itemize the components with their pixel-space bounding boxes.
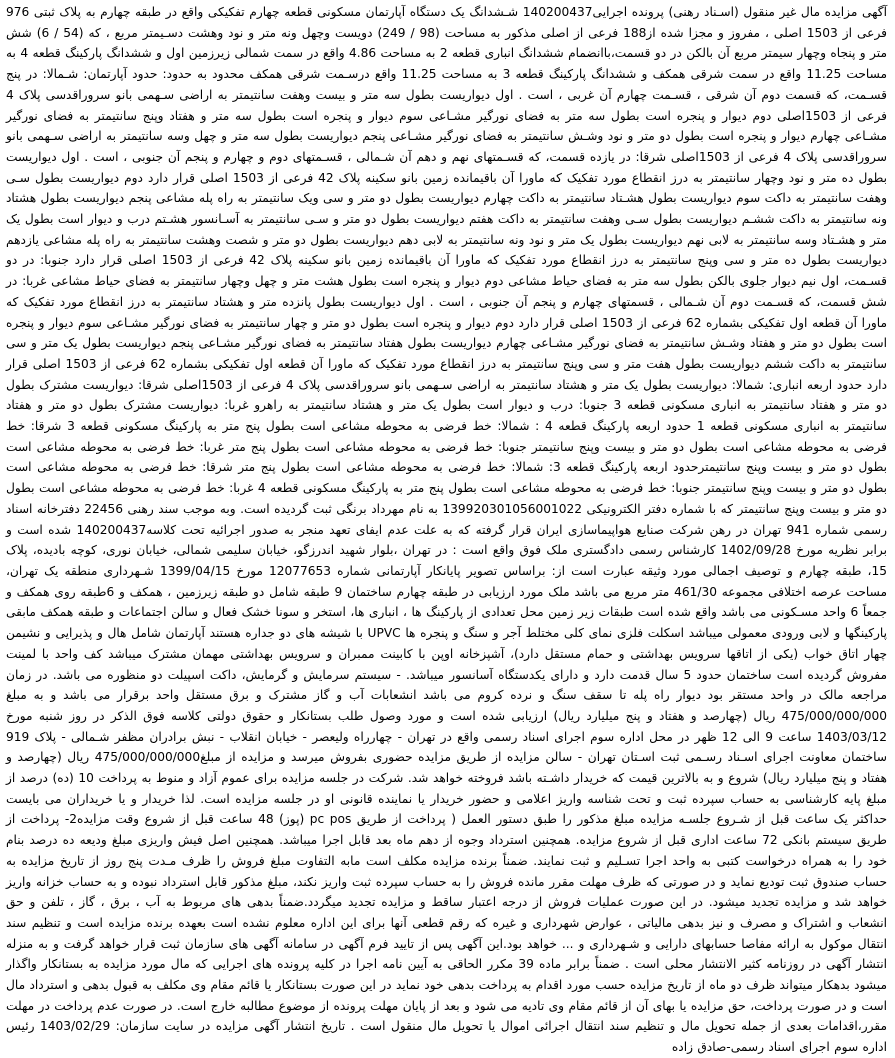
auction-notice-document (6, 2, 888, 1055)
auction-notice-body-text: آگهی مزایده مال غیر منقول (اسـناد رهنی) پرونده اجرایی140200437 شـشدانگ یک دستگاه آپارتمان مسکونی قطعه چهارم تفکیکی واقع در طبقه چهارم به پلاک ثبتی 976 فرعی از 1503 اصلی ، مفروز و مجزا شده از188 فرعی از اصلی مذکور به مساحت (98 / 249) دویست وچهل ونه متر و نود وهشت دسـیمتر مربع ، که (54 / 6) شش متر و پنجاه وچهار سیمتر مربع آن بالکن در دو قسمت،باانضمام ششدانگ انباری قطعه 2 به مساحت 4.86 واقع در سمت شمالی زیرزمین اول و ششدانگ پارکینگ قطعه 4 به مساحت 11.25 واقع در سمت شرقی همکف و ششدانگ پارکینگ قطعه 3 به مساحت 11.25 واقع درسـمت شرقی همکف محدود به حدود: حدود آپارتمان: شـمالا: در پنج قسـمت، که قسمت دوم آن شرقی ، قسـمت چهارم آن غربی ، است . اول دیواریست بطول سه متر و بیست وهفت سانتیمتر به اراضی سـهمی بانو سروراقدسی پلاک 4 فرعی از 1503اصلی دوم دیوار و پنجره است بطول سه متر به فضای نورگیر مشـاعی سوم دیوار و پنجره است بطول سه متر و هفتاد وپنج سانتیمتر به فضای نورگیر مشـاعی چهارم دیوار و پنجره است بطول دو متر و نود وشـش سانتیمتر به فضای نورگیر مشـاعی پنجم دیواریست بطول سه متر و چهل وسه سانتیمتر به اراضی سـهمی بانو سروراقدسی پلاک 4 فرعی از 1503اصلی شرقا: در یازده قسمت، که قسـمتهای نهم و دهم آن شـمالی ، قسـمتهای دوم و چهارم و پنجم آن جنوبی ، است . اول دیواریست بطول ده متر و نود وچهار سانتیمتر به درز انقطاع مورد تفکیک که ماورا آن باقیمانده زمین بانو سکینه پلاک 42 فرعی از 1503 اصلی قرار دارد دوم دیواریست بطول سـی وهفت سانتیمتر به داکت سوم دیواریست بطول هشـتاد سانتیمتر به داکت چهارم دیواریست بطول دو متر و سی ویک سانتیمتر به راه پله مشاعی پنجم دیواریست بطول هشتاد ونه سانتیمتر به داکت ششـم دیواریست بطول سـی وهفت سانتیمتر به داکت هفتم دیواریست بطول دو متر و سـی سانتیمتر به آسـانسور هشـتم درب و دیوار است بطول یک متر و هشـتاد وسه سانتیمتر به لابی نهم دیواریست بطول یک متر و نود ونه سانتیمتر به لابی دهم دیواریست بطول دو متر و شصت وهشت سانتیمتر به راه پله مشاعی یازدهم دیواریست بطول ده متر و سی وپنج سانتیمتر به درز انقطاع مورد تفکیک که ماورا آن باقیمانده زمین بانو سکینه پلاک 42 فرعی از 1503 اصلی قرار دارد جنوبا: در دو قسـمت، اول نیم دیوار جلوی بالکن بطول سه متر به فضای حیاط مشاعی دوم دیوار و پنجره است بطول هشت متر و چهل وچهار سانتیمتر به فضای حیاط مشاعی غربا: در شش قسمت، که قسـمت دوم آن شـمالی ، قسمتهای چهارم و پنجم آن جنوبی ، است . اول دیواریست بطول پانزده متر و هشتاد سانتیمتر به درز انقطاع مورد تفکیک که ماورا آن قطعه اول تفکیکی بشماره 62 فرعی از 1503 اصلی قرار دارد دوم دیوار و پنجره است بطول دو متر و چهار سانتیمتر به فضای نورگیر مشـاعی سوم دیوار و پنجره است بطول دو متر و هفتاد وشـش سانتیمتر به فضای نورگیر مشـاعی چهارم دیواریست بطول هفتاد سانتیمتر به فضای نورگیر مشـاعی پنجم دیواریست بطول یک متر و سی سانتیمتر به داکت ششم دیواریست بطول هفت متر و سی وپنج سانتیمتر به درز انقطاع مورد تفکیک که ماورا آن قطعه اول تفکیکی بشماره 62 فرعی از 1503 اصلی قرار دارد حدود اربعه انباری: شمالا: دیواریست بطول یک متر و هشتاد سانتیمتر به اراضی سـهمی بانو سروراقدسی پلاک 4 فرعی از 1503اصلی شرقا: دیواریست مشترک بطول دو متر و هفتاد سانتیمتر به انباری مسکونی قطعه 3 جنوبا: درب و دیوار است بطول یک متر و هشتاد سانتیمتر به راهرو غربا: دیواریست مشترک بطول دو متر و هفتاد سانتیمتر به انباری مسکونی قطعه 1 حدود اربعه پارکینگ قطعه 4 : شمالا: خط فرضی به محوطه مشاعی است بطول پنج متر به پارکینگ مسکونی قطعه 3 شرقا: خط فرضی به محوطه مشاعی است بطول دو متر و بیست وپنج سانتیمتر جنوبا: خط فرضی به محوطه مشاعی است بطول پنج متر غربا: خط فرضی به محوطه مشاعی است بطول دو متر و بیست وپنج سانتیمترحدود اربعه پارکینگ قطعه 3: شمالا: خط فرضی به محوطه مشاعی است بطول پنج متر شرقا: خط فرضی به محوطه مشاعی است بطول دو متر و بیست وپنج سانتیمتر جنوبا: خط فرضی به محوطه مشاعی است بطول پنج متر به پارکینگ مسکونی قطعه 4 غربا: خط فرضی به محوطه مشاعی است بطول دو متر و بیست وپنج سانتیمتر که با شماره دفتر الکترونیکی 139920301056001022 به نام مهرداد برنگی ثبت گردیده است. وبه موجب سند رهنی 22456 دفترخانه اسناد رسمی شماره 941 تهران در رهن شرکت صنایع هواپیماسازی ایران قرار گرفته که به علت عدم ایفای تعهد منجر به صدور اجرائیه تحت کلاسه140200437 شده است و برابر نظریه مورخ 1402/09/28 کارشناس رسمی دادگستری ملک فوق واقع است : در تهران ،بلوار شهید اندرزگو، خیابان سلیمی شمالی، خیابان نوری، کوچه بادیده، پلاک 15، طبقه چهارم و توصیف اجمالی مورد وثیقه عبارت است از: براساس تصویر پایانکار آپارتمانی شماره 12077653 مورخ 1399/04/15 شـهرداری منطقه یک تهران، مساحت عرصه اختلافی مجموعه 461/30 متر مربع می باشد ملک مورد ارزیابی در طبقه چهارم ساختمان 9 طبقه شامل دو طبقه زیرزمین ، همکف و 6طبقه روی همکف و جمعاً 6 واحد مسـکونی می باشد واقع شده است طبقات زیر زمین محل تعدادی از پارکینگ ها ، انباری ها، استخر و سونا خشک فعال و سالن اجتماعات و طبقه همکف مابقی پارکینگها و لابی ورودی معمولی میباشد اسکلت فلزی نمای کلی مختلط آجر و سنگ و پنجره ها UPVC با شیشه های دو جداره هستند آپارتمان شامل هال و پذیرایی و نشیمن چهار اتاق خواب (یکی از اتاقها سرویس بهداشتی و حمام مستقل دارد)، آشپزخانه اوپن با کابینت ممبران و سرویس بهداشتی مهمان مشترک میباشد کف واحد با لمینت مفروش گردیده است ساختمان حدود 5 سال قدمت دارد و دارای یکدستگاه آسانسور میباشد. - سیستم سرمایش و گرمایش، داکت اسپیلت دو منظوره می باشد. در زمان مراجعه مالک در واحد مستقر بود دیوار راه پله تا سقف سنگ و نرده کروم می باشد انشعابات آب و گاز مشترک و برق مستقل واحد برقرار می باشد و به مبلغ 475/000/000/000 ریال (چهارصد و هفتاد و پنج میلیارد ریال) ارزیابی شده است و مورد وصول طلب بستانکار و حقوق دولتی کلاسه فوق الذکر در روز شنبه مورخ 1403/03/12 ساعت 9 الی 12 ظهر در محل اداره سوم اجرای اسناد رسمی واقع در تهران - چهارراه ولیعصر - خیابان انقلاب - نبش برادران مظفر شـمالی - پلاک 919 ساختمان معاونت اجرای اسـناد رسـمی ثبت اسـتان تهران - سالن مزایده از طریق مزایده حضوری بفروش میرسد و مزایده از مبلغ475/000/000/000 ریال (چهارصد و هفتاد و پنج میلیارد ریال) شروع و به بالاترین قیمت که خریدار داشـته باشد فروخته خواهد شد. شرکت در جلسه مزایده برای عموم آزاد و منوط به پرداخت 10 (ده) درصد از مبلغ پایه کارشناسی به حساب سپرده ثبت و تحت شناسه واریز اعلامی و حضور خریدار یا نماینده قانونی او در جلسه مزایده است. لذا خریدار و یا خریداران می بایست حداکثر یک ساعت قبل از شـروع جلسـه مزایده مبلغ مذکور را طبق دستور العمل ( پرداخت از طریق pc pos (پوز) 48 ساعت قبل از شروع وقت مزایده2- پرداخت از طریق سیستم بانکی 72 ساعت اداری قبل از شروع مزایده. همچنین استرداد وجوه از دهم ماه بعد قابل اجرا میباشد. همچنین اصل فیش واریزی مبلغ ودیعه ده درصد بنام خود را به همراه درخواست کتبی به واحد اجرا تسـلیم و ثبت نمایند. ضمناً برنده مزایده مکلف است مابه التفاوت مبلغ فروش را ظرف مـدت پنج روز از تاریخ مزایده به حساب صندوق ثبت تودیع نماید و در صورتی که ظرف مهلت مقرر مانده فروش را به حساب سپرده ثبت واریز نکند، مبلغ مذکور قابل استرداد نبوده و به حساب خزانه واریز خواهد شد و مزایده تجدید میشود. در این صورت عملیات فروش از درجه اعتبار ساقط و مزایده تجدید میگردد.ضمناً بدهی های مربوط به آب ، برق ، گاز ، تلفن و حق انشعاب و اشتراک و مصرف و نیز بدهی مالیاتی ، عوارض شهرداری و غیره که رقم قطعی آنها برای این اداره معلوم نشده است بعهده برنده مزایده است و تنظیم سند انتقال موکول به ارائه مفاصا حسابهای دارایی و شـهرداری و ... خواهد بود.این آگهی پس از تایید فرم آگهی در سامانه آگهی های سازمان ثبت قرار خواهد گرفت و به منزله انتشار آگهی در روزنامه کثیر الانتشار محلی است . ضمناً برابر ماده 39 مکرر الحاقی به آیین نامه اجرا در کلیه پرونده های اجرایی که مال مورد مزایده به بستانکار واگذار میشود بدهکار میتواند ظرف دو ماه از تاریخ مزایده حسب مورد اقدام به پرداخت بدهی خود نماید در این صورت بستانکار یا قائم مقام وی مکلف به قبول بدهی و استرداد مال است و در صورت پرداخت، حق مزایده یا بهای آن از قائم مقام وی تادیه می شود و بعد از پایان مهلت پرونده از موضوع مطالبه خارج است. در صورت عدم پرداخت در مهلت مقرر،اقدامات بعدی از جمله تحویل مال و تنظیم سند انتقال اجرائی اموال یا تحویل مال منقول است . تاریخ انتشار آگهی مزایده در سایت سازمان: 1403/02/29 رئیس اداره سوم اجرای اسناد رسمی-صادق زاده (6, 5, 888, 1055)
